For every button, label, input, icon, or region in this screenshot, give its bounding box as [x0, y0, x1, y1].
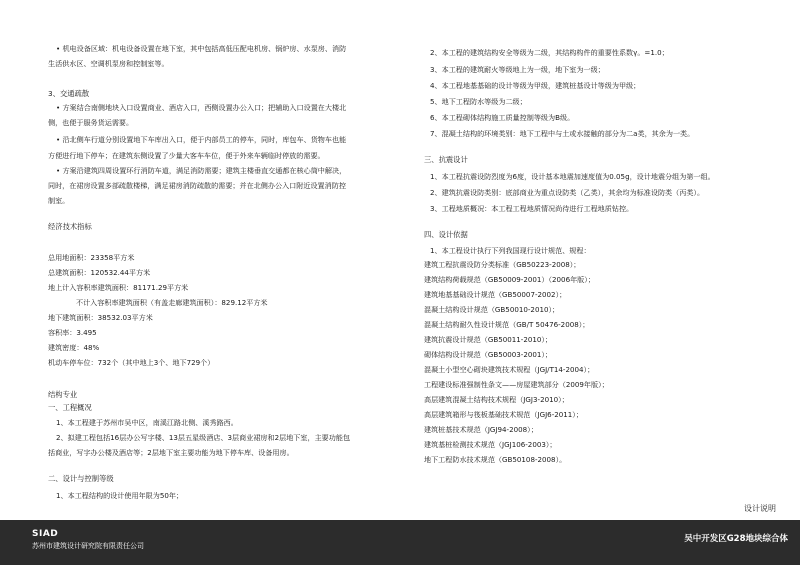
metric-line: 地上计入容积率建筑面积：81171.29平方米 — [48, 283, 189, 292]
metric-line: 地下建筑面积：38532.03平方米 — [48, 313, 153, 322]
metric-line: 建筑密度：48% — [48, 343, 100, 352]
text-line: • 机电设备区域：机电设备设置在地下室，其中包括高低压配电机房、锅炉房、水泵房、消防 — [56, 44, 347, 53]
metric-line: 机动车停车位：732个（其中地上3个、地下729个） — [48, 358, 215, 367]
reference-item: 建筑桩基技术规范（JGJ94-2008）； — [424, 425, 538, 434]
company-name: 苏州市建筑设计研究院有限责任公司 — [32, 542, 144, 550]
text-line: 4、本工程地基基础的设计等级为甲级，建筑桩基设计等级为甲级； — [430, 81, 641, 90]
section-heading: 三、抗震设计 — [424, 155, 468, 164]
text-line: 6、本工程砌体结构施工质量控制等级为B级。 — [430, 113, 575, 122]
metric-line: 总用地面积：23358平方米 — [48, 253, 135, 262]
text-line: 1、本工程结构的设计使用年限为50年； — [56, 491, 184, 500]
reference-item: 混凝土结构设计规范（GB50010-2010）； — [424, 305, 560, 314]
reference-item: 砌体结构设计规范（GB50003-2001）； — [424, 350, 553, 359]
text-line: • 方案沿建筑四周设置环行消防车道，满足消防需要；建筑主楼垂直交通都在核心筒中解决， — [56, 166, 347, 175]
section-heading: 结构专业 — [48, 390, 78, 399]
footer-bar — [0, 520, 800, 565]
text-line: 同时，在裙房设置多部疏散楼梯，满足裙房消防疏散的需要；并在北侧办公入口附近设置消防控 — [48, 181, 346, 190]
section-heading: 四、设计依据 — [424, 230, 468, 239]
reference-item: 高层建筑混凝土结构技术规程（JGJ3-2010）； — [424, 395, 569, 404]
text-line: 生活供水区、空调机泵房和控制室等。 — [48, 59, 169, 68]
text-line: 1、本工程设计执行下列我国现行设计规范、规程： — [430, 246, 591, 255]
reference-item: 建筑地基基础设计规范（GB50007-2002）； — [424, 290, 567, 299]
sheet-caption: 设计说明 — [744, 504, 776, 513]
text-line: 括商业，写字办公楼及酒店等；2层地下室主要功能为地下停车库、设备用房。 — [48, 448, 294, 457]
reference-item: 高层建筑箱形与筏板基础技术规范（JGJ6-2011）； — [424, 410, 583, 419]
section-heading: 一、工程概况 — [48, 403, 92, 412]
text-line: 制室。 — [48, 196, 70, 205]
text-line: 2、建筑抗震设防类别：底部商业为重点设防类（乙类），其余均为标准设防类（丙类）。 — [430, 188, 705, 197]
reference-item: 混凝土小型空心砌块建筑技术规程（JGJ/T14-2004）； — [424, 365, 595, 374]
metric-line: 不计入容积率建筑面积（有盖走廊建筑面积）：829.12平方米 — [76, 298, 268, 307]
section-heading: 3、交通疏散 — [48, 89, 90, 98]
text-line: • 方案结合南侧地块入口设置商业、酒店入口，西侧设置办公入口；把辅助入口设置在大楼北 — [56, 103, 347, 112]
reference-item: 建筑基桩检测技术规范（JGJ106-2003）； — [424, 440, 557, 449]
text-line: 2、本工程的建筑结构安全等级为二级，其结构构件的重要性系数γ。=1.0； — [430, 48, 669, 57]
text-line: 1、本工程抗震设防烈度为6度，设计基本地震加速度值为0.05g，设计地震分组为第一组。 — [430, 172, 715, 181]
reference-item: 工程建设标准强制性条文——房屋建筑部分（2009年版）； — [424, 380, 609, 389]
text-line: 5、地下工程防水等级为二级； — [430, 97, 527, 106]
text-line: • 沿北侧车行道分别设置地下车库出入口，便于内部员工的停车，同时，库包车、货物车也能 — [56, 135, 347, 144]
text-line: 3、工程地质概况：本工程工程地质情况尚待进行工程地质钻控。 — [430, 204, 634, 213]
text-line: 1、本工程建于苏州市吴中区，南溪江路北侧、溪秀路西。 — [56, 418, 238, 427]
text-line: 7、混凝土结构的环境类别：地下工程中与土或水接触的部分为二a类，其余为一类。 — [430, 129, 695, 138]
reference-item: 建筑工程抗震设防分类标准（GB50223-2008）； — [424, 260, 581, 269]
metric-line: 总建筑面积：120532.44平方米 — [48, 268, 151, 277]
text-line: 方便进行地下停车；在建筑东侧设置了少量大客车车位，便于外来车辆临时停放的需要。 — [48, 151, 325, 160]
reference-item: 建筑结构荷载规范（GB50009-2001）（2006年版）； — [424, 275, 595, 284]
metric-line: 容积率：3.495 — [48, 328, 97, 337]
section-heading: 经济技术指标 — [48, 222, 92, 231]
text-line: 2、拟建工程包括16层办公写字楼、13层五星级酒店、3层商业裙房和2层地下室，主要功能包 — [56, 433, 351, 442]
project-name: 吴中开发区G28地块综合体 — [684, 534, 788, 544]
section-heading: 二、设计与控制等级 — [48, 474, 114, 483]
reference-item: 地下工程防水技术规范（GB50108-2008）。 — [424, 455, 567, 464]
company-logo: SIAD — [32, 529, 59, 539]
text-line: 3、本工程的建筑耐火等级地上为一级，地下室为一级； — [430, 65, 605, 74]
reference-item: 混凝土结构耐久性设计规范（GB/T 50476-2008）； — [424, 320, 590, 329]
reference-item: 建筑抗震设计规范（GB50011-2010）； — [424, 335, 553, 344]
text-line: 侧，也便于服务货运需要。 — [48, 118, 134, 127]
